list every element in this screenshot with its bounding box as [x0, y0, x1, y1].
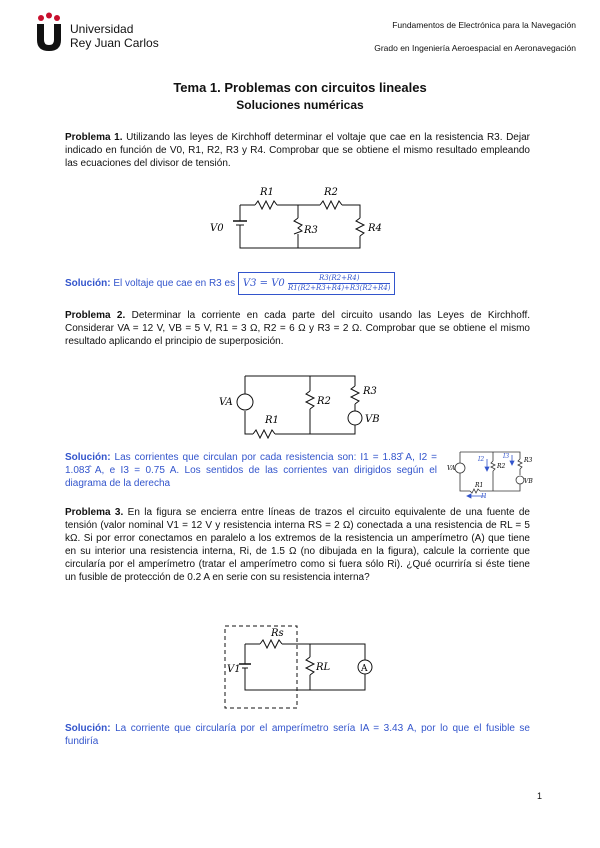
- solution-1-formula: [238, 272, 396, 295]
- fig3-v1: V1: [227, 664, 241, 675]
- degree-title: Grado en Ingeniería Aeroespacial en Aeronavegación: [374, 43, 576, 53]
- fig3-rl: RL: [316, 662, 331, 673]
- circuit-2: [215, 366, 385, 441]
- fig1-r1: R1: [260, 187, 274, 198]
- problem-3: [65, 506, 530, 584]
- page-subtitle: Soluciones numéricas: [236, 98, 364, 112]
- fig1-r2: R2: [324, 187, 338, 198]
- fig2b-r3: R3: [524, 457, 533, 464]
- formula-denominator: R1(R2+R3+R4)+R3(R2+R4): [287, 284, 391, 292]
- rs-resistor: [260, 640, 282, 648]
- solution-3-text: La corriente que circularía por el amperímetro sería IA = 3.43 A, por lo que el fusible se fundiría: [65, 723, 530, 747]
- fig2-va: VA: [219, 397, 233, 408]
- circuit-3: [215, 622, 385, 712]
- r1-resistor: [255, 201, 277, 209]
- r3-resistor-2: [351, 386, 359, 404]
- logo-icon: [33, 12, 65, 52]
- problem-2: [65, 309, 530, 348]
- university-line1: Universidad: [70, 22, 134, 36]
- course-title: Fundamentos de Electrónica para la Navegación: [392, 20, 576, 30]
- formula-numerator: R3(R2+R4): [288, 274, 390, 284]
- problem-3-label: Problema 3.: [65, 507, 124, 518]
- fig2b-i1: I1: [481, 493, 488, 499]
- fig2-r1: R1: [265, 415, 279, 426]
- fig3-rs: Rs: [271, 628, 284, 639]
- problem-1: [65, 131, 530, 170]
- fig2-r3: R3: [363, 386, 377, 397]
- solution-1-text: El voltaje que cae en R3 es: [113, 278, 236, 290]
- va-source: [237, 394, 253, 410]
- university-line2: Rey Juan Carlos: [70, 36, 159, 50]
- r3-resistor: [294, 218, 302, 234]
- r2-resistor: [320, 201, 342, 209]
- university-logo: [33, 12, 65, 52]
- problem-2-text: Determinar la corriente en cada parte del circuito usando las Leyes de Kirchhoff. Considerar VA = 12 V, VB = 5 V, R1 = 3 Ω, R2 = 6 Ω y R3 = 2 Ω. Comprobar que se obtiene el mismo resultado aplicando el principio de superposición.: [65, 310, 530, 347]
- r1-resistor-2: [253, 430, 275, 438]
- solution-2-label: Solución:: [65, 452, 111, 463]
- fig2b-i3: I3: [503, 453, 510, 460]
- fig2-vb: VB: [365, 414, 380, 425]
- fig1-r3: R3: [304, 225, 318, 236]
- fig2b-i2: I2: [478, 456, 485, 463]
- solution-3: [65, 722, 530, 748]
- problem-2-label: Problema 2.: [65, 310, 126, 321]
- fig2b-r1: R1: [475, 482, 484, 489]
- page-number: 1: [536, 791, 542, 801]
- circuit-1: [200, 183, 400, 253]
- vb-source: [348, 411, 362, 425]
- solution-1: [65, 272, 530, 295]
- solution-1-label: Solución:: [65, 278, 111, 290]
- problem-1-text: Utilizando las leyes de Kirchhoff determinar el voltaje que cae en la resistencia R3. Dejar indicado en función de V0, R1, R2, R3 y R4. Comprobar que se obtiene el mismo resultado empleando las ecuaciones del divisor de tensión.: [65, 132, 530, 169]
- formula-lhs: V3 = V0: [242, 278, 285, 289]
- solution-2: [65, 451, 437, 490]
- fig2b-vb: VB: [524, 478, 533, 485]
- fig2-r2: R2: [317, 396, 331, 407]
- r2-resistor-2: [306, 391, 314, 409]
- fig2b-va: VA: [447, 465, 456, 472]
- solution-2-text: Las corrientes que circulan por cada resistencia son: I1 = 1.83̂ A, I2 = 1.083̂ A, e I3 = 0.75 A. Los sentidos de las corrientes van dirigidos según el diagrama de la derecha: [65, 452, 437, 489]
- circuit-2-solution: [445, 447, 535, 499]
- rl-resistor: [306, 657, 314, 675]
- fig1-r4: R4: [368, 223, 382, 234]
- problem-3-text: En la figura se encierra entre líneas de trazos el circuito equivalente de una fuente de tensión (valor nominal V1 = 12 V y resistencia interna RS = 2 Ω) conectada a una resistencia de RL = 5 kΩ. Si por error conectamos en paralelo a los extremos de la resistencia un amperímetro (A) que tiene en su interior una resistencia interna, Ri, de 1.5 Ω (no dibujada en la figura), calcule la corriente que circularía por el amperímetro (tratar el amperímetro como si fuera sólo Ri). ¿Qué ocurriría si éste tiene un fusible de protección de 0.2 A en serie con su resistencia interna?: [65, 507, 530, 583]
- fig1-v0: V0: [210, 223, 224, 234]
- problem-1-label: Problema 1.: [65, 132, 123, 143]
- solution-3-label: Solución:: [65, 723, 111, 734]
- page-title: Tema 1. Problemas con circuitos lineales: [173, 80, 427, 95]
- r4-resistor: [356, 218, 364, 236]
- university-name: [70, 22, 159, 50]
- fig3-ammeter: A: [361, 664, 368, 674]
- fig2b-r2: R2: [497, 463, 506, 470]
